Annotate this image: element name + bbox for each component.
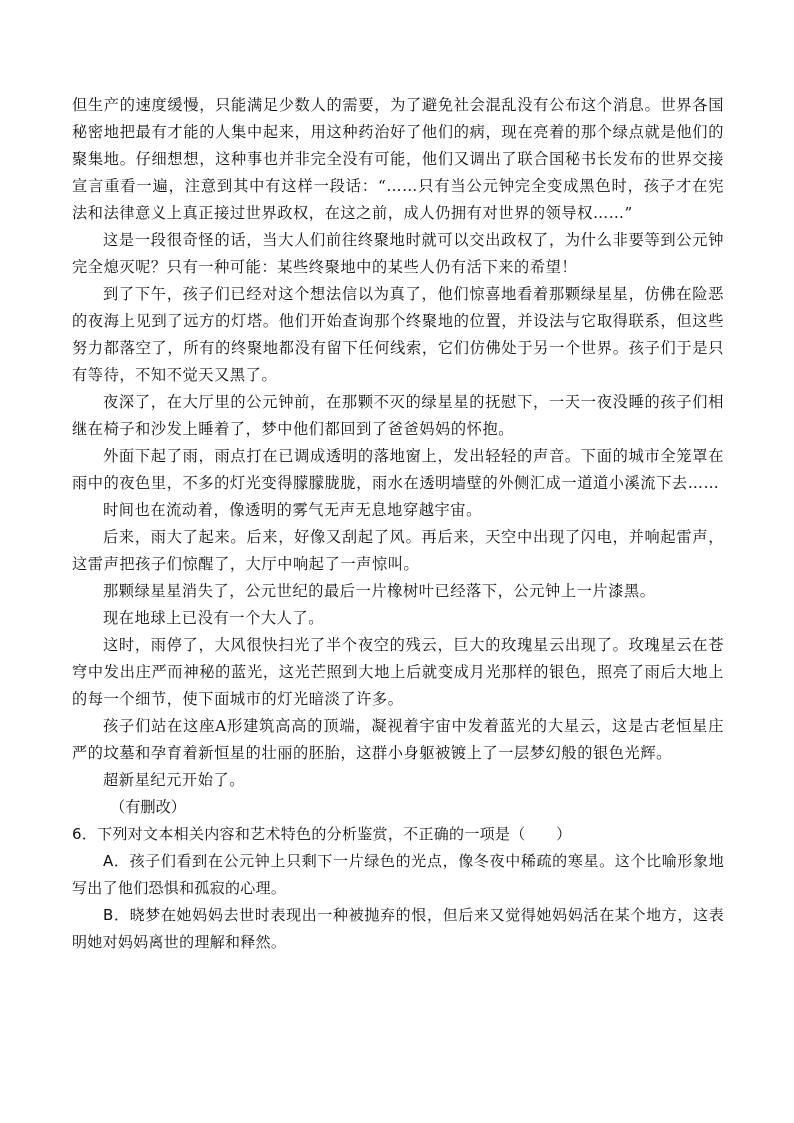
story-paragraph: 现在地球上已没有一个大人了。 [103, 609, 325, 627]
answer-option-b: B．晓梦在她妈妈去世时表现出一种被抛弃的恨，但后来又觉得她妈妈活在某个地方，这表明她对妈妈离世的理解和释然。 [72, 906, 724, 951]
story-paragraph: 外面下起了雨，雨点打在已调成透明的落地窗上，发出轻轻的声音。下面的城市全笼罩在雨中的夜色里，不多的灯光变得朦朦胧胧，雨水在透明墙壁的外侧汇成一道道小溪流下去…… [72, 447, 724, 492]
story-paragraph: 孩子们站在这座A形建筑高高的顶端，凝视着宇宙中发着蓝光的大星云，这是古老恒星庄严的坟墓和孕育着新恒星的壮丽的胚胎，这群小身躯被镀上了一层梦幻般的银色光辉。 [72, 717, 724, 762]
story-paragraph: 到了下午，孩子们已经对这个想法信以为真了，他们惊喜地看着那颗绿星星，仿佛在险恶的夜海上见到了远方的灯塔。他们开始查询那个终聚地的位置，并设法与它取得联系，但这些努力都落空了，所有的终聚地都没有留下任何线索，它们仿佛处于另一个世界。孩子们于是只有等待，不知不觉天又黑了。 [72, 285, 724, 384]
story-paragraph: 超新星纪元开始了。 [103, 771, 246, 789]
question-stem: 6．下列对文本相关内容和艺术特色的分析鉴赏，不正确的一项是（ ） [72, 825, 572, 843]
story-paragraph: 后来，雨大了起来。后来，好像又刮起了风。再后来，天空中出现了闪电，并响起雷声，这雷声把孩子们惊醒了，大厅中响起了一声惊叫。 [72, 528, 724, 573]
answer-option-a: A．孩子们看到在公元钟上只剩下一片绿色的光点，像冬夜中稀疏的寒星。这个比喻形象地写出了他们恐惧和孤寂的心理。 [72, 852, 724, 897]
story-paragraph: 这是一段很奇怪的话，当大人们前往终聚地时就可以交出政权了，为什么非要等到公元钟完全熄灭呢？只有一种可能：某些终聚地中的某些人仍有活下来的希望！ [72, 231, 724, 276]
story-paragraph: 这时，雨停了，大风很快扫光了半个夜空的残云，巨大的玫瑰星云出现了。玫瑰星云在苍穹中发出庄严而神秘的蓝光，这光芒照到大地上后就变成月光那样的银色，照亮了雨后大地上的每一个细节，使下面城市的灯光暗淡了许多。 [72, 636, 724, 708]
story-paragraph: 那颗绿星星消失了，公元世纪的最后一片橡树叶已经落下，公元钟上一片漆黑。 [103, 582, 656, 600]
story-paragraph: 时间也在流动着，像透明的雾气无声无息地穿越宇宙。 [103, 501, 482, 519]
source-note: （有删改） [110, 798, 186, 816]
document-page [72, 92, 724, 956]
story-paragraph: 但生产的速度缓慢，只能满足少数人的需要，为了避免社会混乱没有公布这个消息。世界各国秘密地把最有才能的人集中起来，用这种药治好了他们的病，现在亮着的那个绿点就是他们的聚集地。仔细想想，这种事也并非完全没有可能，他们又调出了联合国秘书长发布的世界交接宣言重看一遍，注意到其中有这样一段话：“……只有当公元钟完全变成黑色时，孩子才在宪法和法律意义上真正接过世界政权，在这之前，成人仍拥有对世界的领导权……” [72, 96, 724, 222]
story-paragraph: 夜深了，在大厅里的公元钟前，在那颗不灭的绿星星的抚慰下，一天一夜没睡的孩子们相继在椅子和沙发上睡着了，梦中他们都回到了爸爸妈妈的怀抱。 [72, 393, 724, 438]
